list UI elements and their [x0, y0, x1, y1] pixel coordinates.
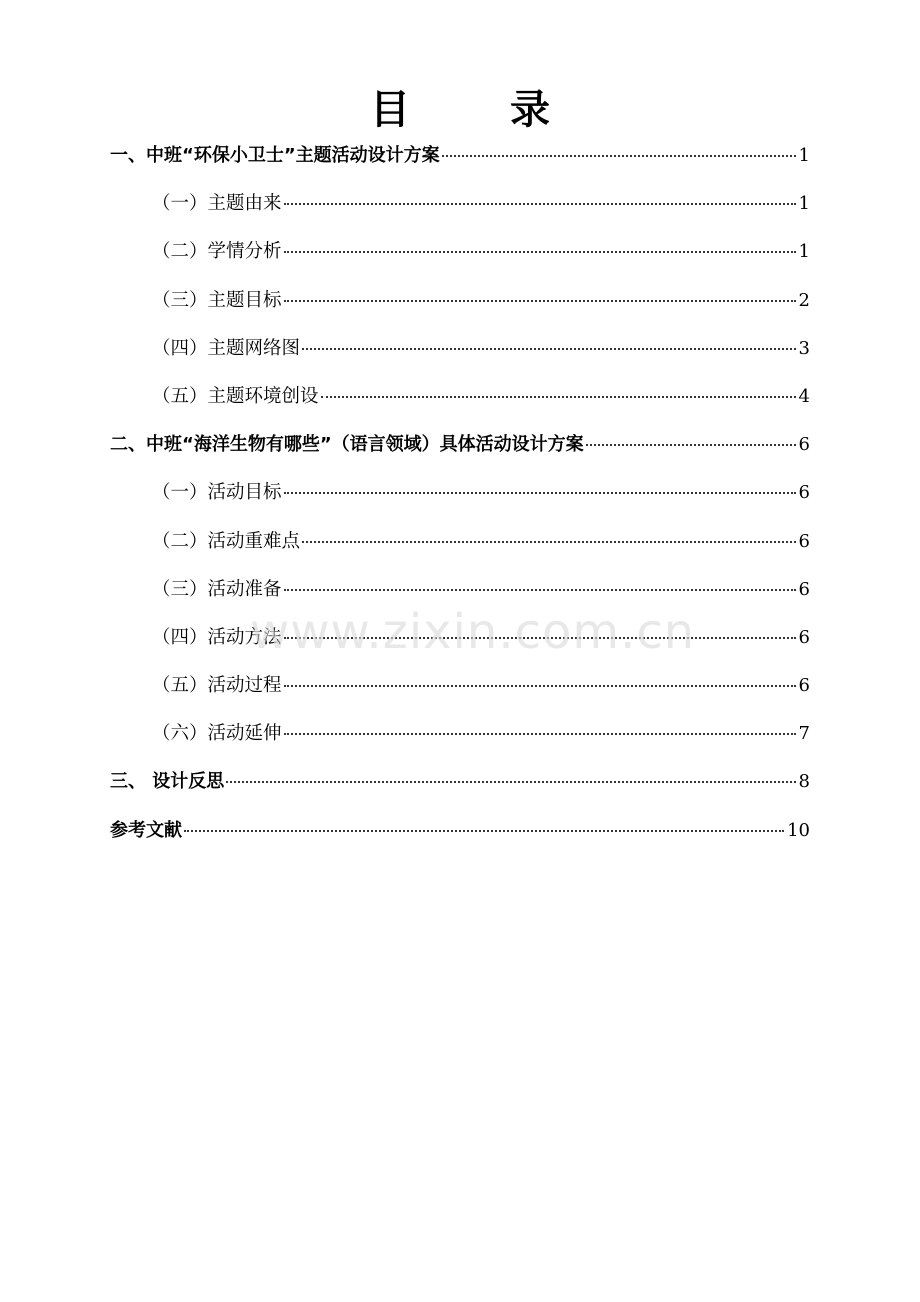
- dot-leader: [284, 251, 796, 253]
- toc-entry[interactable]: [110, 180, 810, 228]
- toc-entry-label: 一、中班“环保小卫士”主题活动设计方案: [110, 145, 440, 166]
- toc-entry-label: （二）活动重难点: [152, 530, 301, 552]
- toc-entry-label: 三、 设计反思: [110, 771, 225, 793]
- toc-entry[interactable]: [110, 518, 810, 566]
- dot-leader: [284, 589, 796, 591]
- toc-entry-page: 6: [798, 530, 810, 552]
- toc-entry-page: 7: [798, 723, 810, 745]
- toc-entry[interactable]: [110, 421, 810, 469]
- toc-entry-page: 4: [798, 385, 810, 407]
- toc-entry-label: （二）学情分析: [152, 241, 282, 263]
- dot-leader: [442, 155, 796, 157]
- toc-entry[interactable]: [110, 373, 810, 421]
- dot-leader: [284, 733, 796, 735]
- dot-leader: [586, 444, 796, 446]
- toc-entry-page: 8: [798, 771, 810, 793]
- toc-entry-label: （五）主题环境创设: [152, 385, 319, 407]
- toc-entry-label: （六）活动延伸: [152, 723, 282, 745]
- dot-leader: [284, 685, 796, 687]
- toc-entry-label: （四）活动方法: [152, 626, 282, 648]
- dot-leader: [226, 781, 795, 783]
- toc-entry-page: 6: [798, 434, 810, 456]
- toc-entry-page: 1: [798, 145, 810, 166]
- toc-entry-page: 1: [798, 193, 810, 215]
- watermark: www.zixin.com.cn: [250, 604, 696, 660]
- toc-entry[interactable]: [110, 469, 810, 517]
- toc-entry-label: （四）主题网络图: [152, 337, 301, 359]
- dot-leader: [302, 348, 796, 350]
- toc-list: [110, 132, 810, 855]
- toc-entry-label: （一）活动目标: [152, 482, 282, 504]
- toc-entry[interactable]: [110, 662, 810, 710]
- dot-leader: [284, 492, 796, 494]
- dot-leader: [284, 300, 796, 302]
- toc-entry[interactable]: [110, 132, 810, 180]
- toc-entry-label: （三）活动准备: [152, 578, 282, 600]
- dot-leader: [284, 203, 796, 205]
- toc-entry[interactable]: [110, 325, 810, 373]
- dot-leader: [321, 396, 796, 398]
- toc-entry-page: 2: [798, 289, 810, 311]
- toc-entry-label: （五）活动过程: [152, 675, 282, 697]
- dot-leader: [284, 637, 796, 639]
- toc-entry-page: 10: [787, 819, 810, 841]
- dot-leader: [302, 541, 796, 543]
- toc-entry[interactable]: [110, 566, 810, 614]
- dot-leader: [184, 830, 784, 832]
- toc-entry[interactable]: [110, 758, 810, 806]
- toc-entry-label: （三）主题目标: [152, 289, 282, 311]
- toc-entry[interactable]: [110, 710, 810, 758]
- toc-entry[interactable]: [110, 807, 810, 855]
- toc-entry-page: 6: [798, 482, 810, 504]
- toc-entry-page: 6: [798, 675, 810, 697]
- toc-entry[interactable]: [110, 228, 810, 276]
- toc-entry-label: （一）主题由来: [152, 193, 282, 215]
- toc-entry-label: 二、中班“海洋生物有哪些”（语言领域）具体活动设计方案: [110, 434, 584, 456]
- toc-entry-label: 参考文献: [110, 819, 182, 841]
- toc-entry-page: 3: [798, 337, 810, 359]
- toc-entry[interactable]: [110, 614, 810, 662]
- toc-entry-page: 1: [798, 241, 810, 263]
- toc-entry-page: 6: [798, 578, 810, 600]
- toc-entry[interactable]: [110, 277, 810, 325]
- toc-title: 目录: [370, 87, 650, 133]
- toc-entry-page: 6: [798, 626, 810, 648]
